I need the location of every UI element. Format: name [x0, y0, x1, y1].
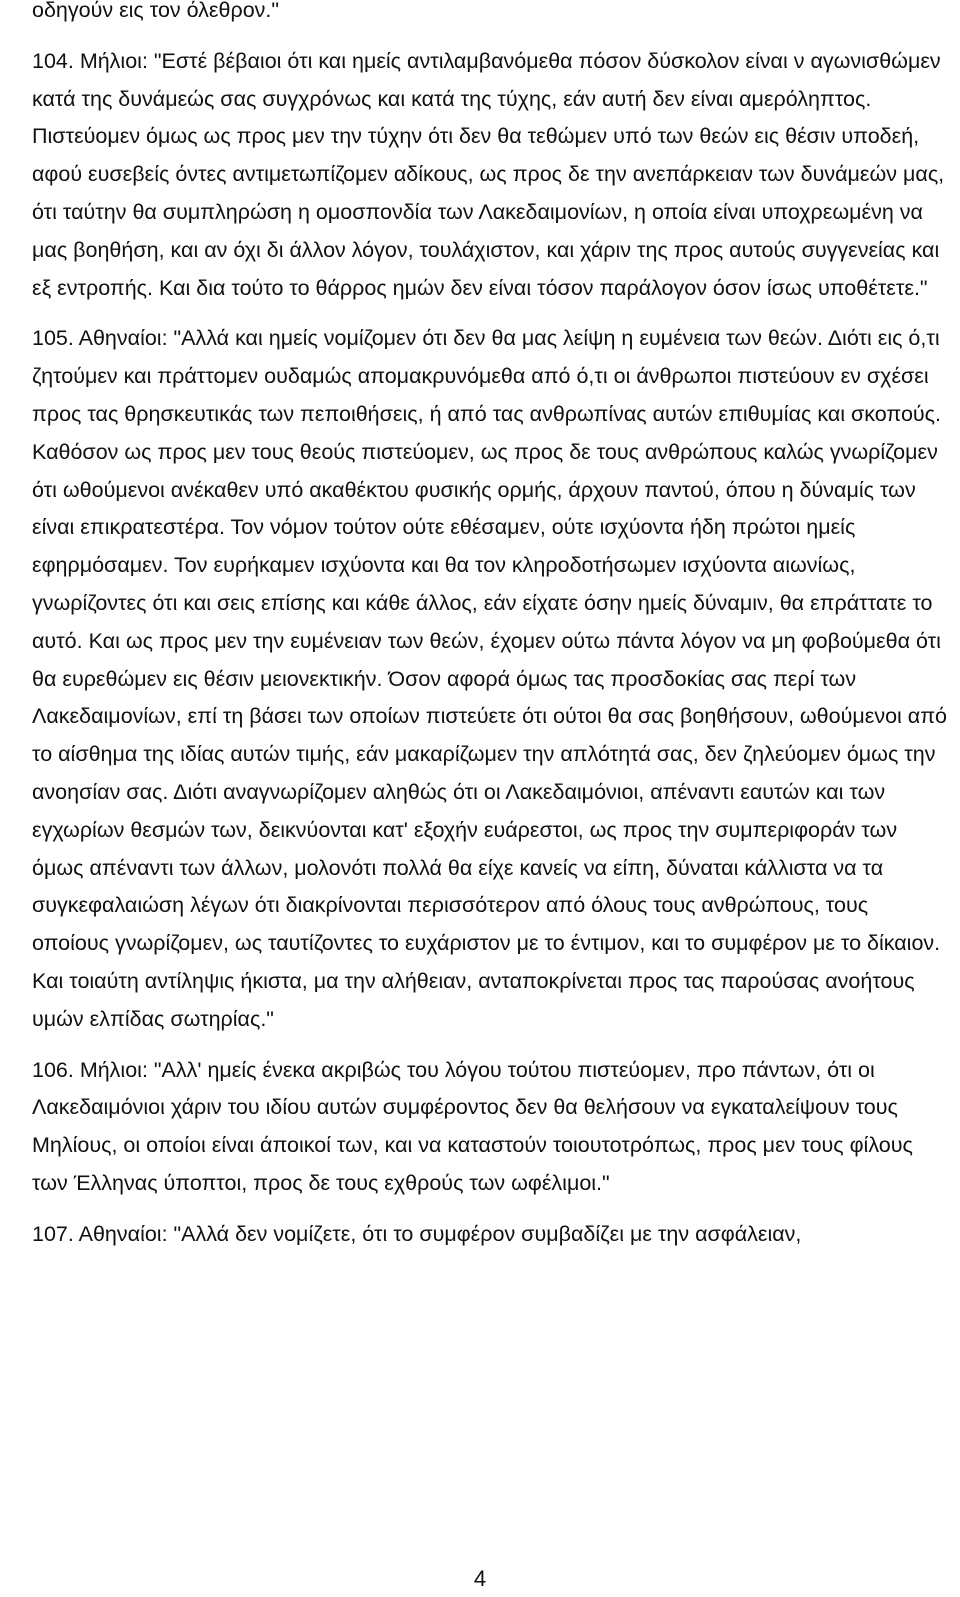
- paragraph-continuation: οδηγούν εις τον όλεθρον.": [32, 0, 280, 22]
- paragraph-105: 105. Αθηναίοι: "Αλλά και ημείς νομίζομεν ότι δεν θα μας λείψη η ευμένεια των θεών. Διότι εις ό,τι ζητούμεν και πράττομεν ουδαμώς απομακρυνόμεθα από ό,τι οι άνθρωποι πιστεύουν εν σχέσει προς τας θρησκευτικάς των πεποιθήσεις, ή από τας ανθρωπίνας αυτών επιθυμίας και σκοπούς. Καθόσον ως προς μεν τους θεούς πιστεύομεν, ως προς δε τους ανθρώπους καλώς γνωρίζομεν ότι ωθούμενοι ανέκαθεν υπό ακαθέκτου φυσικής ορμής, άρχουν παντού, όπου η δύναμίς των είναι επικρατεστέρα. Τον νόμον τούτον ούτε εθέσαμεν, ούτε ισχύοντα ήδη πρώτοι ημείς εφηρμόσαμεν. Τον ευρήκαμεν ισχύοντα και θα τον κληροδοτήσωμεν ισχύοντα αιωνίως, γνωρίζοντες ότι και σεις επίσης και κάθε άλλος, εάν είχατε όσην ημείς δύναμιν, θα επράττατε το αυτό. Και ως προς μεν την ευμένειαν των θεών, έχομεν ούτω πάντα λόγον να μη φοβούμεθα ότι θα ευρεθώμεν εις θέσιν μειονεκτικήν. Όσον αφορά όμως τας προσδοκίας σας περί των Λακεδαιμονίων, επί τη βάσει των οποίων πιστεύετε ότι ούτοι θα σας βοηθήσουν, ωθούμενοι από το αίσθημα της ιδίας αυτών τιμής, εάν μακαρίζωμεν την απλότητά σας, δεν ζηλεύομεν όμως την ανοησίαν σας. Διότι αναγνωρίζομεν αληθώς ότι οι Λακεδαιμόνιοι, απέναντι εαυτών και των εγχωρίων θεσμών των, δεικνύονται κατ' εξοχήν ευάρεστοι, ως προς την συμπεριφοράν των όμως απέναντι των άλλων, μολονότι πολλά θα είχε κανείς να είπη, δύναται κάλλιστα να τα συγκεφαλαιώση λέγων ότι διακρίνονται περισσότερον από όλους τους ανθρώπους, τους οποίους γνωρίζομεν, ως ταυτίζοντες το ευχάριστον με το έντιμον, και το συμφέρον με το δίκαιον. Και τοιαύτη αντίληψις ήκιστα, μα την αλήθειαν, ανταποκρίνεται προς τας παρούσας ανοήτους υμών ελπίδας σωτηρίας.": [32, 326, 948, 1031]
- paragraph-104: 104. Μήλιοι: "Εστέ βέβαιοι ότι και ημείς αντιλαμβανόμεθα πόσον δύσκολον είναι ν αγωνισθώμεν κατά της δυνάμεώς σας συγχρόνως και κατά της τύχης, εάν αυτή δεν είναι αμερόληπτος. Πιστεύομεν όμως ως προς μεν την τύχην ότι δεν θα τεθώμεν υπό των θεών εις θέσιν υποδεή, αφού ευσεβείς όντες αντιμετωπίζομεν αδίκους, ως προς δε την ανεπάρκειαν των δυνάμεών μας, ότι ταύτην θα συμπληρώση η ομοσπονδία των Λακεδαιμονίων, η οποία είναι υποχρεωμένη να μας βοηθήση, και αν όχι δι άλλον λόγον, τουλάχιστον, και χάριν της προς αυτούς συγγενείας και εξ εντροπής. Και δια τούτο το θάρρος ημών δεν είναι τόσον παράλογον όσον ίσως υποθέτετε.": [32, 48, 945, 300]
- page-number: 4: [473, 1566, 487, 1591]
- paragraph-107: 107. Αθηναίοι: "Αλλά δεν νομίζετε, ότι το συμφέρον συμβαδίζει με την ασφάλειαν,: [32, 1221, 802, 1246]
- text-column: [32, 0, 950, 1254]
- paragraph-106: 106. Μήλιοι: "Αλλ' ημείς ένεκα ακριβώς του λόγου τούτου πιστεύομεν, προ πάντων, ότι οι Λακεδαιμόνιοι χάριν του ιδίου αυτών συμφέροντος δεν θα θελήσουν να εγκαταλείψουν τους Μηλίους, οι οποίοι είναι άποικοί των, και να καταστούν τοιουτοτρόπως, προς μεν τους φίλους των Έλληνας ύποπτοι, προς δε τους εχθρούς των ωφέλιμοι.": [32, 1057, 913, 1195]
